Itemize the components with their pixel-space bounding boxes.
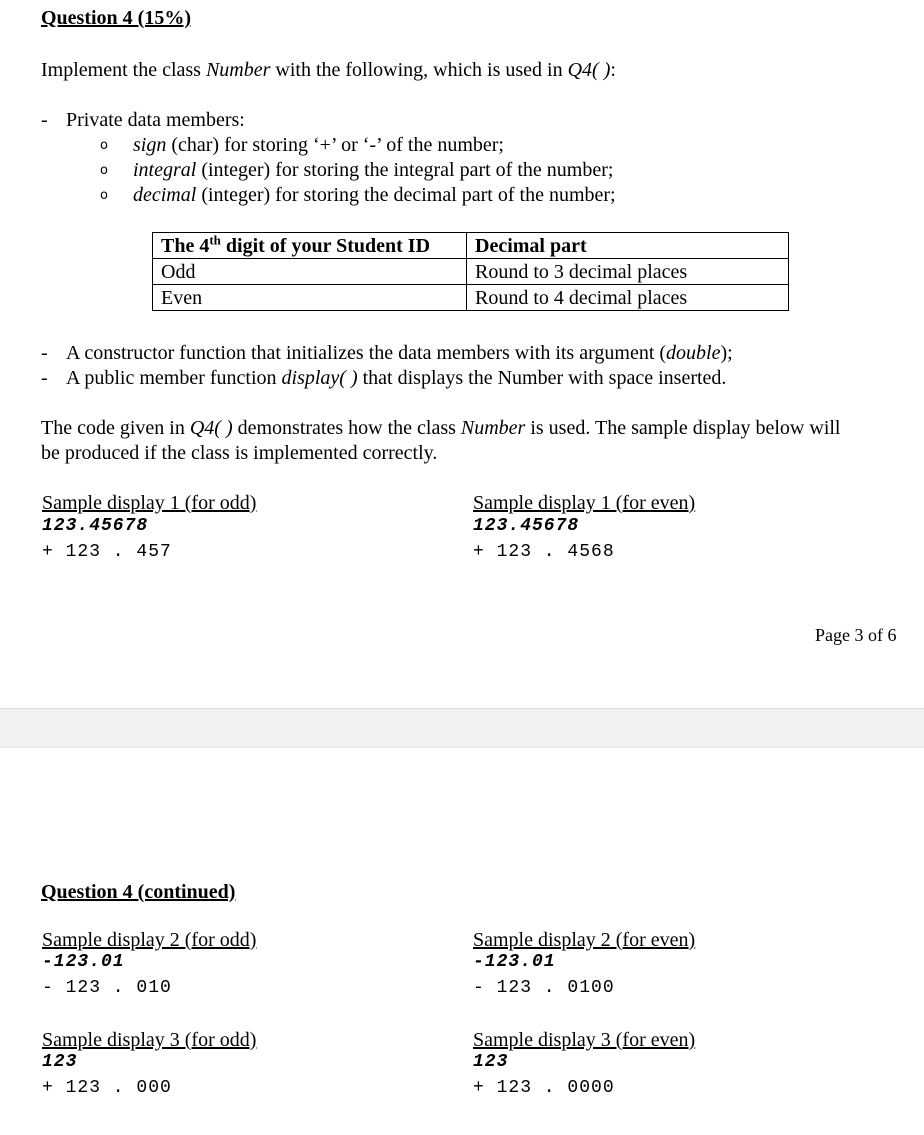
display-fn-pre: A public member function: [66, 367, 282, 389]
sample3-odd-title: Sample display 3 (for odd): [42, 1029, 257, 1051]
header-col1-post: digit of your Student ID: [220, 234, 431, 257]
intro-text: [41, 58, 616, 82]
sample1-even-input: 123.45678: [473, 516, 580, 536]
code-func: Q4( ): [189, 417, 233, 439]
bullet-dash: -: [41, 367, 48, 389]
sample2-even-input: -123.01: [473, 952, 556, 972]
table-cell: Round to 4 decimal places: [467, 285, 789, 311]
circle-bullet-icon: o: [100, 138, 108, 153]
sample3-odd-input: 123: [42, 1052, 78, 1072]
question-continued-heading: Question 4 (continued): [41, 881, 236, 903]
table-row: [153, 259, 789, 285]
members-intro: Private data members:: [66, 109, 245, 131]
decimal-rule-table: [152, 232, 789, 311]
sample1-even-output: + 123 . 4568: [473, 542, 615, 562]
intro-func: Q4( ): [567, 59, 611, 81]
sample3-odd-output: + 123 . 000: [42, 1078, 172, 1098]
sample1-even-title: Sample display 1 (for even): [473, 492, 696, 514]
sample3-even-input: 123: [473, 1052, 509, 1072]
sample3-even-title: Sample display 3 (for even): [473, 1029, 696, 1051]
intro-post: :: [610, 59, 616, 81]
circle-bullet-icon: o: [100, 188, 108, 203]
page-number: Page 3 of 6: [815, 625, 897, 645]
member-name: integral: [133, 159, 197, 181]
sample2-even-output: - 123 . 0100: [473, 978, 615, 998]
display-function-text: [66, 366, 726, 390]
sample2-odd-input: -123.01: [42, 952, 125, 972]
member-desc: (char) for storing ‘+’ or ‘-’ of the number;: [166, 134, 504, 156]
sample1-odd-output: + 123 . 457: [42, 542, 172, 562]
intro-class-name: Number: [205, 59, 271, 81]
table-cell: Odd: [153, 259, 467, 285]
sample2-odd-output: - 123 . 010: [42, 978, 172, 998]
code-mid: demonstrates how the class: [232, 417, 461, 439]
table-header-row: [153, 233, 789, 259]
table-row: [153, 285, 789, 311]
header-col1-pre: The 4: [161, 234, 210, 257]
sample1-odd-input: 123.45678: [42, 516, 149, 536]
member-name: sign: [133, 134, 167, 156]
code-class-name: Number: [460, 417, 526, 439]
intro-mid: with the following, which is used in: [270, 59, 568, 81]
sample2-even-title: Sample display 2 (for even): [473, 929, 696, 951]
question-heading: Question 4 (15%): [41, 7, 191, 29]
sample2-odd-title: Sample display 2 (for odd): [42, 929, 257, 951]
member-sign: [133, 133, 504, 157]
sample3-even-output: + 123 . 0000: [473, 1078, 615, 1098]
member-name: decimal: [133, 184, 197, 206]
code-description-line1: [41, 416, 841, 440]
display-fn-post: that displays the Number with space inserted.: [357, 367, 727, 389]
page-separator: [0, 708, 924, 748]
constructor-text: [66, 341, 733, 365]
code-pre: The code given in: [41, 417, 190, 439]
header-col1-sup: th: [209, 231, 221, 247]
bullet-dash: -: [41, 109, 48, 131]
ctor-type: double: [666, 342, 721, 364]
member-integral: [133, 158, 613, 182]
circle-bullet-icon: o: [100, 163, 108, 178]
table-cell: Even: [153, 285, 467, 311]
ctor-post: );: [720, 342, 733, 364]
ctor-pre: A constructor function that initializes the data members with its argument (: [66, 342, 667, 364]
bullet-dash: -: [41, 342, 48, 364]
member-decimal: [133, 183, 616, 207]
display-fn-name: display( ): [281, 367, 358, 389]
table-header-cell: [153, 233, 467, 259]
sample1-odd-title: Sample display 1 (for odd): [42, 492, 257, 514]
table-header-cell: Decimal part: [467, 233, 789, 259]
member-desc: (integer) for storing the decimal part of the number;: [196, 184, 616, 206]
code-post: is used. The sample display below will: [525, 417, 841, 439]
member-desc: (integer) for storing the integral part of the number;: [196, 159, 614, 181]
code-description-line2: be produced if the class is implemented correctly.: [41, 442, 438, 464]
intro-pre: Implement the class: [41, 59, 206, 81]
table-cell: Round to 3 decimal places: [467, 259, 789, 285]
